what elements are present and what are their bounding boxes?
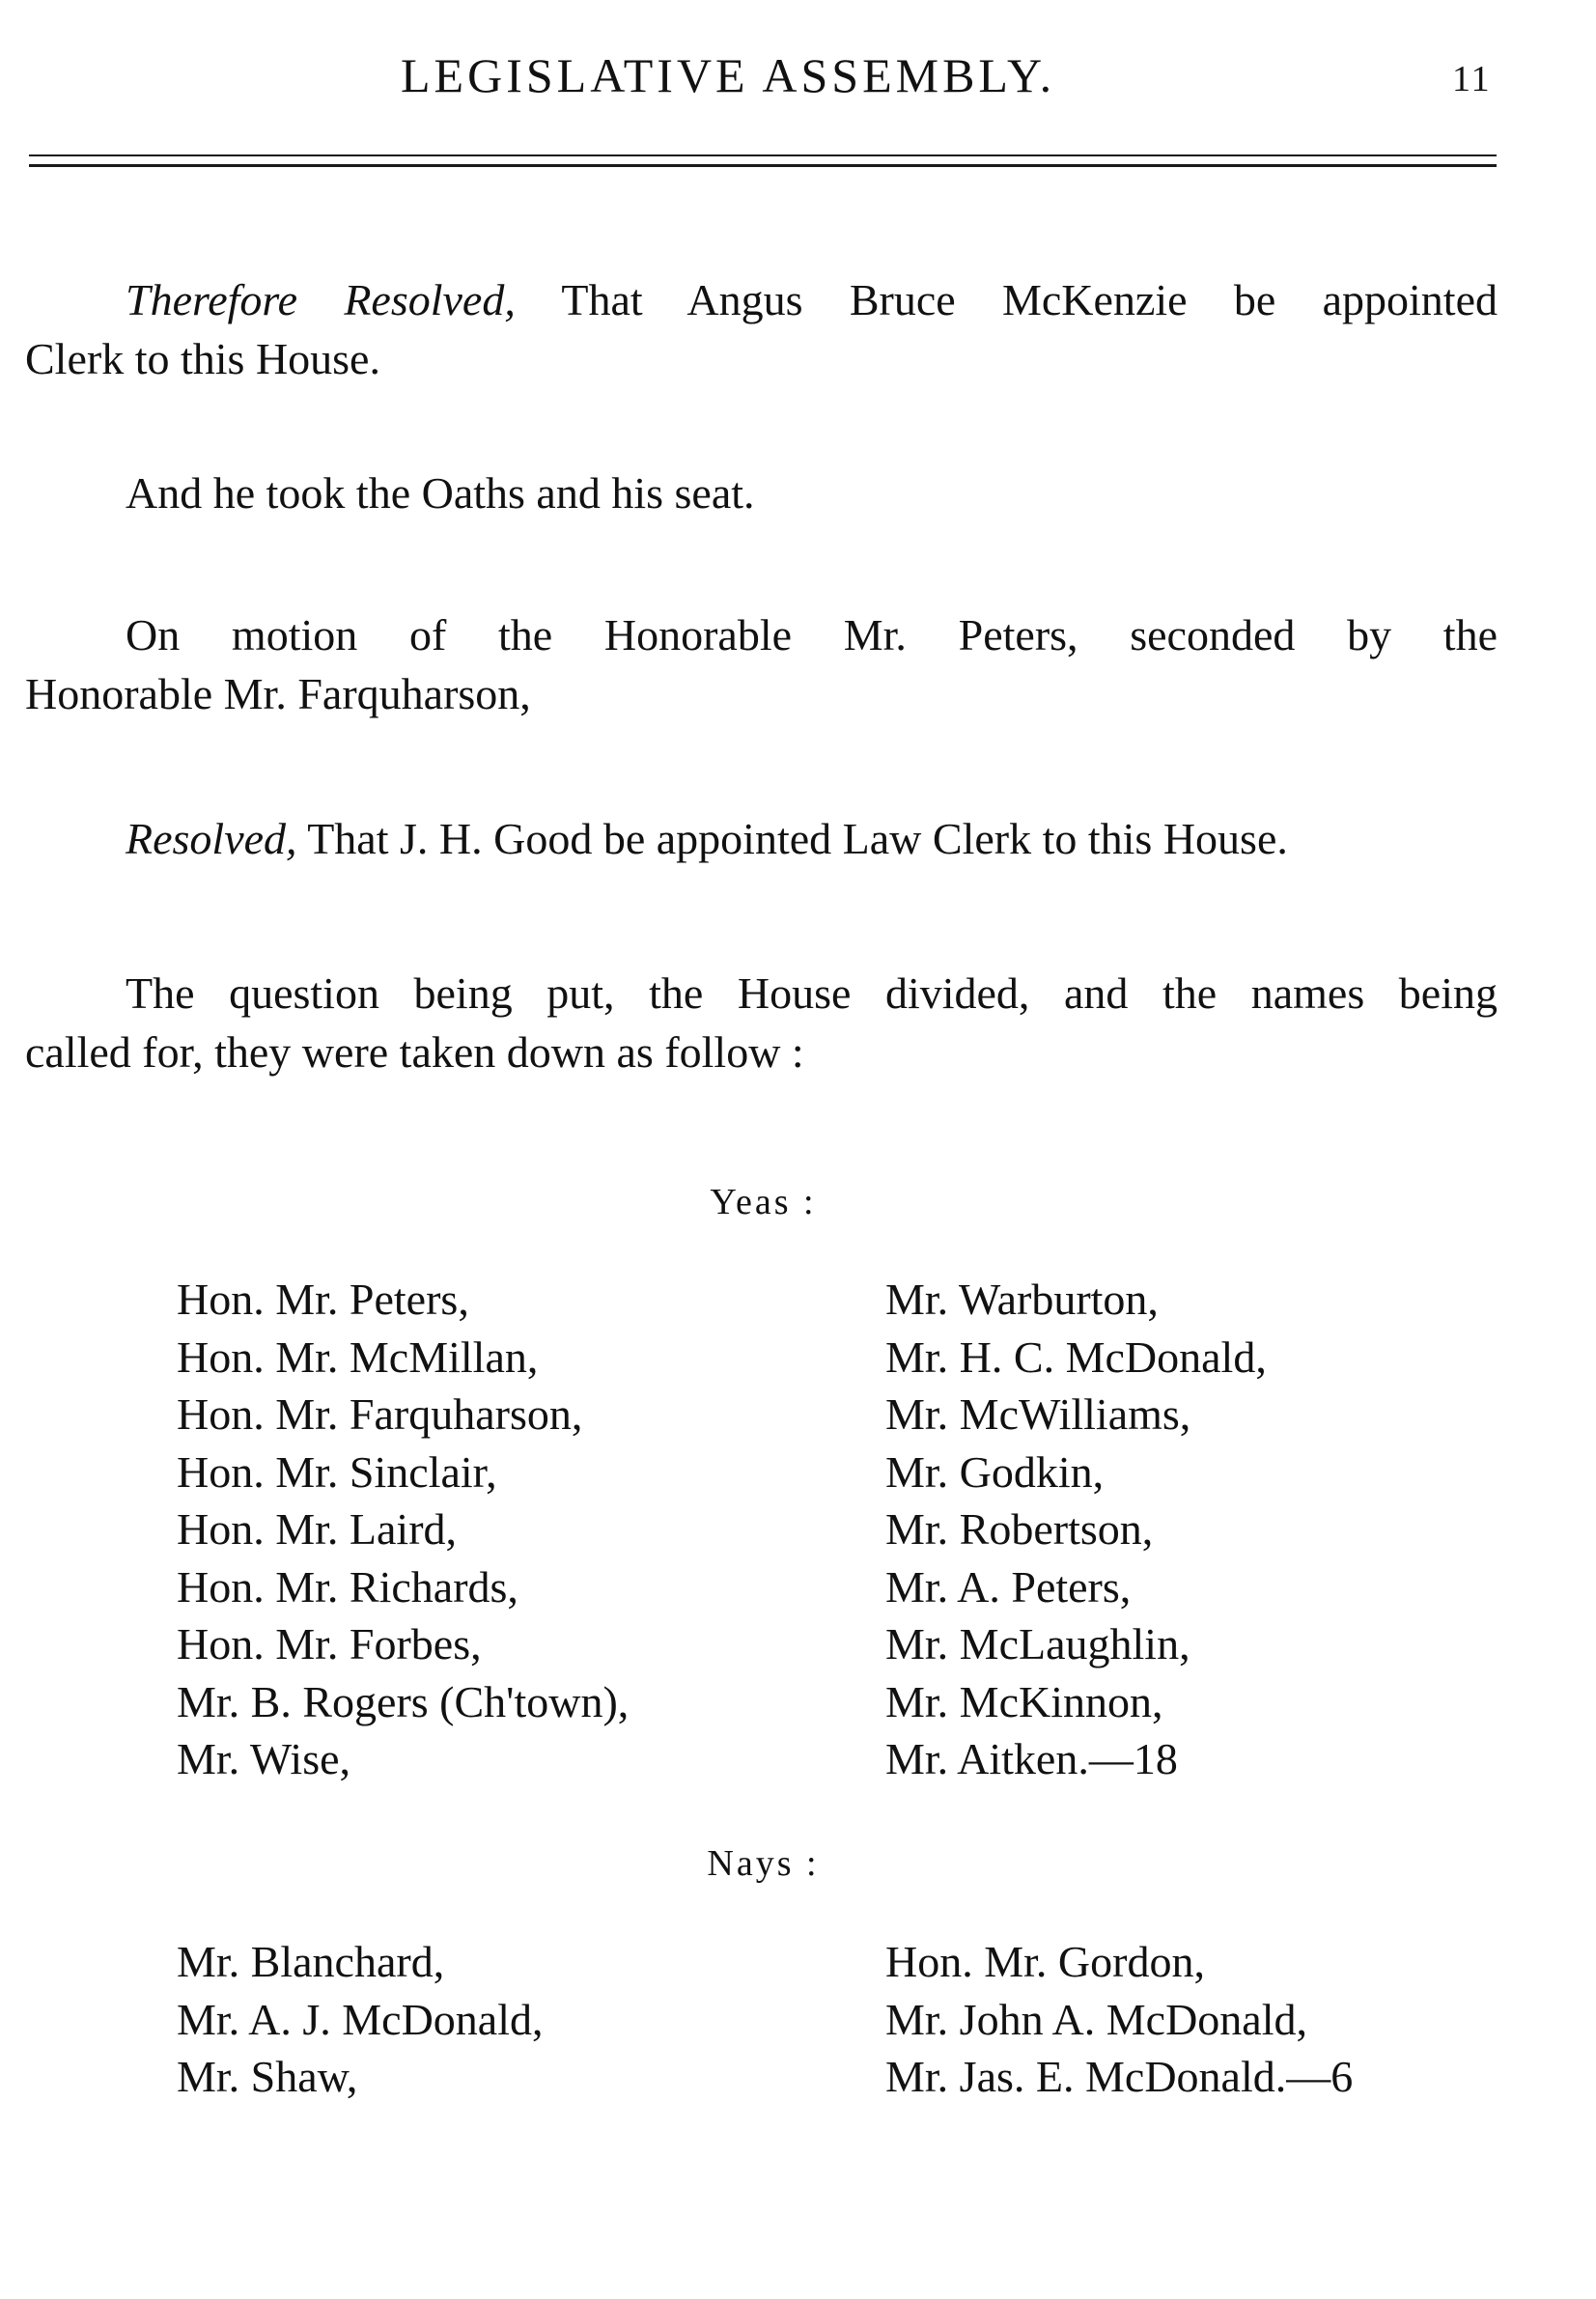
running-head [0,46,1596,104]
member-name: Mr. Aitken.—18 [885,1734,1178,1783]
member-name: Hon. Mr. McMillan, [177,1332,539,1382]
page-number: 11 [1452,59,1492,99]
paragraph-motion [25,605,1498,723]
paragraph-line: The question being put, the House divided, and the names being [126,968,1498,1018]
paragraph-text: That J. H. Good be appointed Law Clerk to this House. [296,814,1288,863]
member-name: Mr. John A. McDonald, [885,1994,1307,2044]
header-rule-bottom [29,164,1497,167]
paragraph-line: Clerk to this House. [25,334,380,383]
member-name: Mr. A. J. McDonald, [177,1994,544,2044]
member-name: Mr. Jas. E. McDonald.—6 [885,2052,1354,2101]
member-name: Hon. Mr. Farquharson, [177,1389,583,1439]
nays-list-right [885,1933,1353,2106]
member-name: Mr. B. Rogers (Ch'town), [177,1676,630,1726]
paragraph-clerk-resolution [25,270,1498,388]
member-name: Hon. Mr. Peters, [177,1275,469,1324]
paragraph-oaths [25,463,1498,522]
running-title: LEGISLATIVE ASSEMBLY. [401,48,1056,102]
resolved-label: Resolved, [126,814,297,863]
member-name: Mr. McLaughlin, [885,1619,1190,1668]
paragraph-line [25,270,1498,329]
resolved-label: Therefore Resolved, [126,275,516,324]
paragraph-text: That Angus Bruce McKenzie be appointed [515,275,1498,324]
member-name: Hon. Mr. Sinclair, [177,1446,497,1497]
nays-list-left [177,1933,544,2106]
member-name: Mr. McKinnon, [885,1676,1163,1726]
member-name: Mr. Shaw, [177,2052,358,2101]
yeas-list-right [885,1271,1267,1788]
member-name: Mr. A. Peters, [885,1561,1132,1612]
member-name: Mr. McWilliams, [885,1389,1191,1439]
yeas-heading: Yeas : [710,1182,817,1222]
paragraph-line: And he took the Oaths and his seat. [126,468,755,518]
member-name: Hon. Mr. Forbes, [177,1619,482,1668]
member-name: Mr. Wise, [177,1734,351,1783]
member-name: Mr. Robertson, [885,1504,1154,1554]
member-name: Hon. Mr. Gordon, [885,1937,1205,1986]
paragraph-line [25,809,1498,868]
paragraph-division [25,964,1498,1081]
paragraph-line: Honorable Mr. Farquharson, [25,669,531,718]
member-name: Mr. Blanchard, [177,1937,445,1986]
paragraph-line: On motion of the Honorable Mr. Peters, seconded by the [126,610,1498,659]
paragraph-line: called for, they were taken down as follow : [25,1027,804,1077]
member-name: Mr. Godkin, [885,1446,1105,1497]
nays-heading: Nays : [707,1843,820,1884]
member-name: Mr. Warburton, [885,1275,1159,1324]
member-name: Hon. Mr. Laird, [177,1504,458,1554]
member-name: Hon. Mr. Richards, [177,1561,518,1612]
member-name: Mr. H. C. McDonald, [885,1332,1267,1382]
paragraph-law-clerk-resolution [25,809,1498,868]
header-rule-top [29,154,1497,156]
yeas-list-left [177,1271,629,1788]
